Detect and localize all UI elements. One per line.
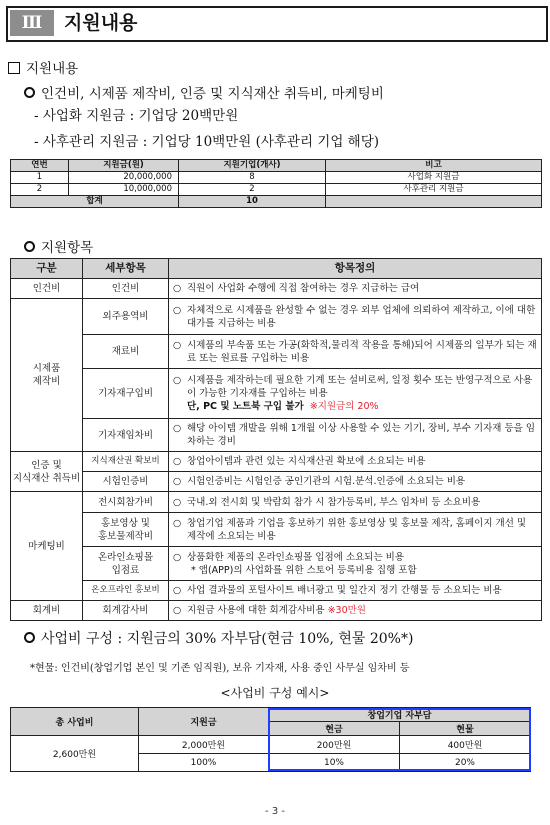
table-row bbox=[11, 547, 542, 581]
budget-example-table bbox=[10, 707, 531, 772]
table-header: 현물 bbox=[400, 722, 531, 736]
subheading-items bbox=[24, 236, 93, 256]
table-row bbox=[11, 513, 542, 547]
subitem-cell: 시험인증비 bbox=[83, 472, 169, 492]
table-row bbox=[11, 736, 531, 754]
section-header bbox=[6, 6, 548, 42]
table-header-row bbox=[11, 708, 531, 722]
table-row bbox=[11, 279, 542, 299]
table-header: 항목정의 bbox=[169, 259, 542, 279]
bullet-text: 인건비, 시제품 제작비, 인증 및 지식재산 취득비, 마케팅비 bbox=[41, 86, 384, 102]
table-header: 지원금(원) bbox=[69, 160, 179, 172]
subitem-cell: 홍보영상 및 홍보물제작비 bbox=[83, 513, 169, 547]
definition-cell: ○ 사업 결과물의 포털사이트 배너광고 및 일간지 정기 간행물 등 소요되는 비용 bbox=[169, 581, 542, 601]
budget-text: 사업비 구성 : 지원금의 30% 자부담(현금 10%, 현물 20%*) bbox=[41, 631, 414, 647]
table-cell: 1 bbox=[11, 172, 69, 184]
table-header: 지원금 bbox=[139, 708, 269, 736]
table-row bbox=[11, 335, 542, 369]
definition-cell: ○ 해당 아이템 개발을 위해 1개월 이상 사용할 수 있는 기기, 장비, 부수 기자재 등을 임차하는 경비 bbox=[169, 419, 542, 452]
table-header-row bbox=[11, 259, 542, 279]
definition-cell: ○ 창업아이템과 관련 있는 지식재산권 확보에 소요되는 비용 bbox=[169, 452, 542, 472]
table-cell bbox=[326, 196, 542, 208]
table-row bbox=[11, 419, 542, 452]
subheading-text: 지원내용 bbox=[26, 61, 79, 77]
table-header: 창업기업 자부담 bbox=[269, 708, 531, 722]
table-header: 구분 bbox=[11, 259, 83, 279]
definition-cell: ○ 직원이 사업화 수행에 직접 참여하는 경우 지급하는 급여 bbox=[169, 279, 542, 299]
table-row bbox=[11, 601, 542, 621]
page-number: - 3 - bbox=[265, 806, 285, 817]
circle-bullet-icon bbox=[24, 632, 35, 643]
table-row bbox=[11, 172, 542, 184]
category-cell: 마케팅비 bbox=[11, 492, 83, 601]
category-cell: 시제품 제작비 bbox=[11, 299, 83, 452]
section-number: Ⅲ bbox=[10, 10, 54, 36]
table-cell: 10% bbox=[269, 754, 400, 772]
subitem-cell: 지식재산권 확보비 bbox=[83, 452, 169, 472]
table-cell: 8 bbox=[179, 172, 326, 184]
subitem-cell: 회계감사비 bbox=[83, 601, 169, 621]
table-cell: 10,000,000 bbox=[69, 184, 179, 196]
audit-limit-note: ※30만원 bbox=[327, 605, 366, 616]
table-header: 세부항목 bbox=[83, 259, 169, 279]
definition-cell: ○ 상품화한 제품의 온라인쇼핑몰 입점에 소요되는 비용 * 앱(APP)의 사업화를 위한 스토어 등록비용 집행 포함 bbox=[169, 547, 542, 581]
table-cell: 20,000,000 bbox=[69, 172, 179, 184]
subitem-cell: 인건비 bbox=[83, 279, 169, 299]
table-row bbox=[11, 369, 542, 419]
square-bullet-icon bbox=[8, 62, 20, 74]
definition-cell: ○ 지원금 사용에 대한 회계감사비용 ※30만원 bbox=[169, 601, 542, 621]
total-label: 합계 bbox=[11, 196, 179, 208]
table-header: 총 사업비 bbox=[11, 708, 139, 736]
table-row bbox=[11, 492, 542, 513]
subheading-text: 지원항목 bbox=[41, 240, 94, 256]
subheading-support bbox=[8, 57, 78, 77]
support-amount-table bbox=[10, 159, 542, 208]
restriction-note: 단, PC 및 노트북 구입 불가 bbox=[187, 401, 304, 412]
table-cell: 400만원 bbox=[400, 736, 531, 754]
table-header: 지원기업(개사) bbox=[179, 160, 326, 172]
budget-composition bbox=[24, 628, 413, 648]
definition-cell: ○ 시제품을 제작하는데 필요한 기계 또는 설비로써, 일정 횟수 또는 반영구적으로 사용이 가능한 기자재를 구입하는 비용 단, PC 및 노트북 구입 불가 ※지원금의 20% bbox=[169, 369, 542, 419]
subitem-cell: 재료비 bbox=[83, 335, 169, 369]
table-row bbox=[11, 472, 542, 492]
subitem-cell: 기자재임차비 bbox=[83, 419, 169, 452]
table-total-row bbox=[11, 196, 542, 208]
subitem-cell: 전시회참가비 bbox=[83, 492, 169, 513]
category-cell: 인건비 bbox=[11, 279, 83, 299]
dash-line-2: - 사후관리 지원금 : 기업당 10백만원 (사후관리 기업 해당) bbox=[34, 134, 380, 150]
definition-cell: ○ 자체적으로 시제품을 완성할 수 없는 경우 외부 업체에 의뢰하여 제작하고, 이에 대한 대가를 지급하는 비용 bbox=[169, 299, 542, 335]
table-cell: 20% bbox=[400, 754, 531, 772]
subitem-cell: 외주용역비 bbox=[83, 299, 169, 335]
bullet-items bbox=[24, 82, 384, 102]
table-header: 연번 bbox=[11, 160, 69, 172]
table-cell: 사후관리 지원금 bbox=[326, 184, 542, 196]
subitem-cell: 기자재구입비 bbox=[83, 369, 169, 419]
table-header-row bbox=[11, 160, 542, 172]
example-caption: <사업비 구성 예시> bbox=[220, 686, 330, 700]
circle-bullet-icon bbox=[24, 87, 35, 98]
circle-bullet-icon bbox=[24, 241, 35, 252]
in-kind-note: *현물: 인건비(창업기업 본인 및 기존 임직원), 보유 기자재, 사용 중인 사무실 임차비 등 bbox=[30, 663, 410, 674]
section-title: 지원내용 bbox=[64, 12, 138, 34]
table-cell: 2 bbox=[11, 184, 69, 196]
table-header: 현금 bbox=[269, 722, 400, 736]
table-row bbox=[11, 581, 542, 601]
table-row bbox=[11, 184, 542, 196]
total-value: 10 bbox=[179, 196, 326, 208]
definition-cell: ○ 시제품의 부속품 또는 가공(화학적,물리적 작용을 통해)되어 시제품의 일부가 되는 재료 또는 원료를 구입하는 비용 bbox=[169, 335, 542, 369]
table-row bbox=[11, 452, 542, 472]
dash-line-1: - 사업화 지원금 : 기업당 20백만원 bbox=[34, 108, 239, 124]
table-cell: 2,000만원 bbox=[139, 736, 269, 754]
subitem-cell: 온라인쇼핑몰 입점료 bbox=[83, 547, 169, 581]
definition-cell: ○ 시험인증비는 시험인증 공인기관의 시험.분석.인증에 소요되는 비용 bbox=[169, 472, 542, 492]
table-cell: 2,600만원 bbox=[11, 736, 139, 772]
category-cell: 인증 및 지식재산 취득비 bbox=[11, 452, 83, 492]
table-row bbox=[11, 299, 542, 335]
subitem-cell: 온오프라인 홍보비 bbox=[83, 581, 169, 601]
definition-cell: ○ 국내.외 전시회 및 박람회 참가 시 참가등록비, 부스 임차비 등 소요비용 bbox=[169, 492, 542, 513]
support-items-table bbox=[10, 258, 542, 621]
table-cell: 2 bbox=[179, 184, 326, 196]
category-cell: 회계비 bbox=[11, 601, 83, 621]
table-cell: 100% bbox=[139, 754, 269, 772]
table-cell: 사업화 지원금 bbox=[326, 172, 542, 184]
definition-cell: ○ 창업기업 제품과 기업을 홍보하기 위한 홍보영상 및 홍보물 제작, 홈페이지 개선 및 제작에 소요되는 비용 bbox=[169, 513, 542, 547]
limit-note: ※지원금의 20% bbox=[309, 401, 379, 412]
table-header: 비고 bbox=[326, 160, 542, 172]
app-store-note: * 앱(APP)의 사업화를 위한 스토어 등록비용 집행 포함 bbox=[191, 564, 417, 576]
table-cell: 200만원 bbox=[269, 736, 400, 754]
